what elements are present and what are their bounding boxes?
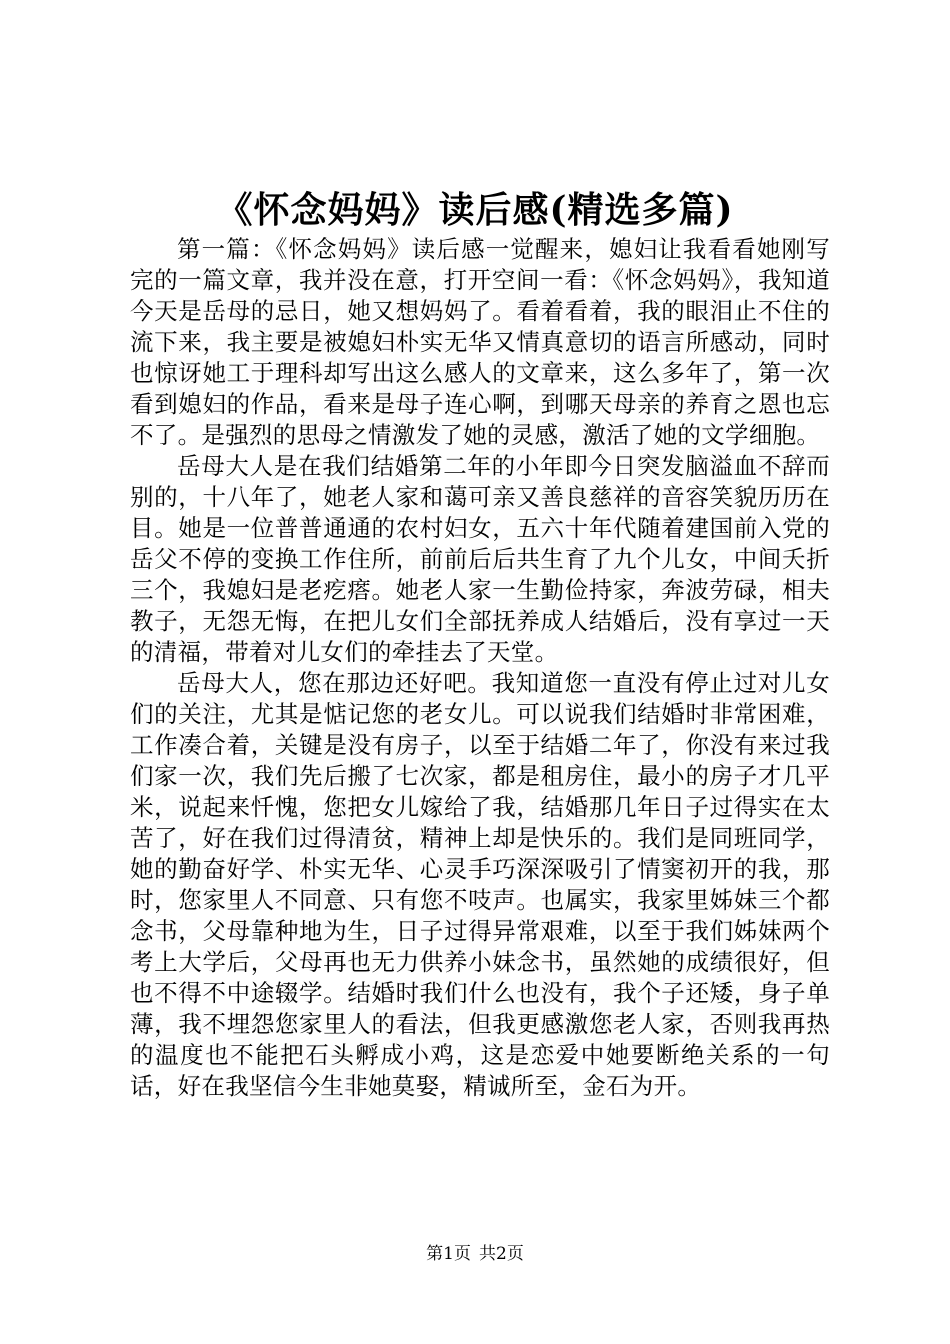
document-title: 《怀念妈妈》读后感(精选多篇) (216, 189, 734, 231)
paragraph: 岳母大人是在我们结婚第二年的小年即今日突发脑溢血不辞而别的，十八年了，她老人家和蔼可亲又善良慈祥的音容笑貌历历在目。她是一位普普通通的农村妇女，五六十年代随着建国前入党的岳父不停的变换工作住所，前前后后共生育了九个儿女，中间夭折三个，我媳妇是老疙瘩。她老人家一生勤俭持家，奔波劳碌，相夫教子，无怨无悔，在把儿女们全部抚养成人结婚后，没有享过一天的清福，带着对儿女们的牵挂去了天堂。 (130, 452, 830, 666)
paragraph: 第一篇：《怀念妈妈》读后感一觉醒来，媳妇让我看看她刚写完的一篇文章，我并没在意，打开空间一看：《怀念妈妈》，我知道今天是岳母的忌日，她又想妈妈了。看着看着，我的眼泪止不住的流下来，我主要是被媳妇朴实无华又情真意切的语言所感动，同时也惊讶她工于理科却写出这么感人的文章来，这么多年了，第一次看到媳妇的作品，看来是母子连心啊，到哪天母亲的养育之恩也忘不了。是强烈的思母之情激发了她的灵感，激活了她的文学细胞。 (130, 235, 830, 449)
page-number: 第1页 (426, 1244, 471, 1264)
paragraph: 岳母大人，您在那边还好吧。我知道您一直没有停止过对儿女们的关注，尤其是惦记您的老女儿。可以说我们结婚时非常困难，工作凑合着，关键是没有房子，以至于结婚二年了，你没有来过我们家一次，我们先后搬了七次家，都是租房住，最小的房子才几平米，说起来忏愧，您把女儿嫁给了我，结婚那几年日子过得实在太苦了，好在我们过得清贫，精神上却是快乐的。我们是同班同学，她的勤奋好学、朴实无华、心灵手巧深深吸引了情窦初开的我，那时，您家里人不同意、只有您不吱声。也属实，我家里姊妹三个都念书，父母靠种地为生，日子过得异常艰难，以至于我们姊妹两个考上大学后，父母再也无力供养小妹念书，虽然她的成绩很好，但也不得不中途辍学。结婚时我们什么也没有，我个子还矮，身子单薄，我不埋怨您家里人的看法，但我更感激您老人家，否则我再热的温度也不能把石头孵成小鸡，这是恋爱中她要断绝关系的一句话，好在我坚信今生非她莫娶，精诚所至，金石为开。 (130, 669, 830, 1100)
document-body (130, 234, 830, 1102)
page-total: 共2页 (479, 1244, 524, 1264)
page-footer (0, 1243, 950, 1265)
